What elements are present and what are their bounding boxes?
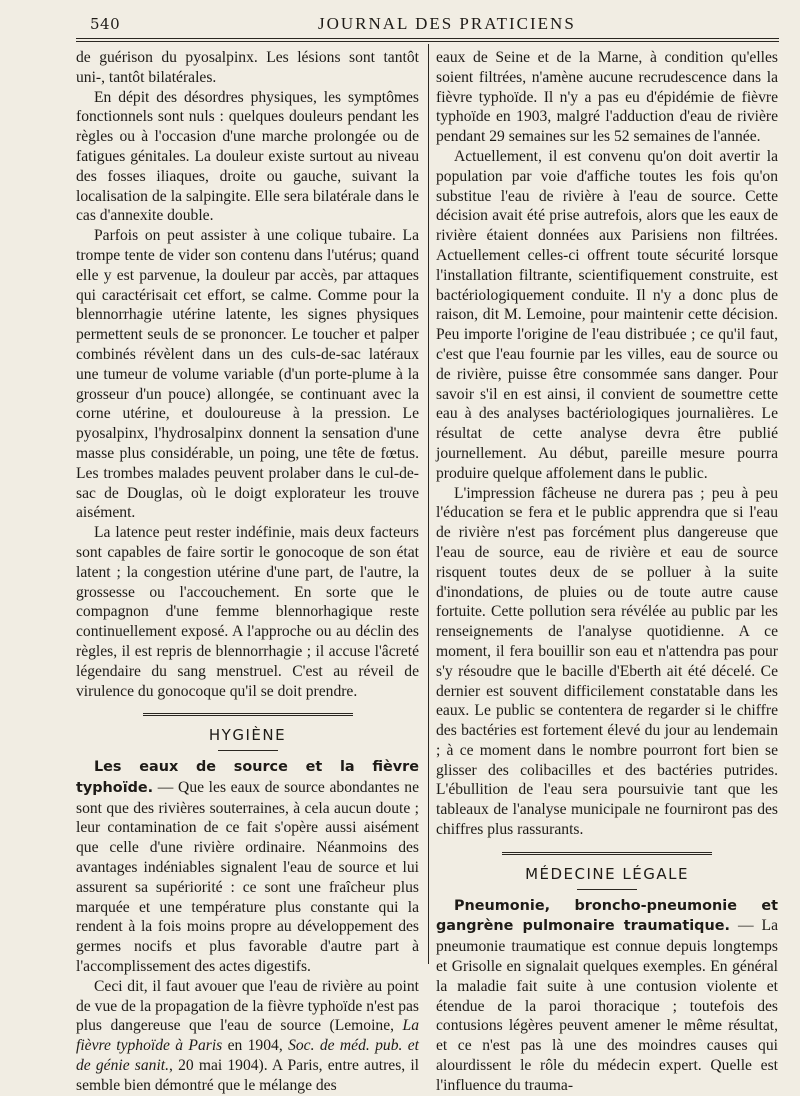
running-head [0,0,800,40]
section-rule [143,713,353,718]
citation-title: La fièvre typhoïde à Paris [76,1017,419,1055]
text-run: en 1904, [222,1037,289,1055]
section-rule [577,889,637,890]
section-rule [502,852,712,857]
left-column [76,48,419,1094]
paragraph: Actuellement, il est convenu qu'on doit avertir la population par voie d'affiche toutes les fois qu'on substitue l'eau de rivière à l'eau de source. Cette décision avait été prise autrefois, alors que les eaux de rivière étaient données aux Parisiens non filtrées. Actuellement celles-ci offrent toute sécurité lorsque l'installation filtrante, scientifiquement construite, est bactériologiquement conduite. Il n'y a donc plus de raison, dit M. Lemoine, pour maintenir cette décision. Peu importe l'origine de l'eau distribuée ; ce qu'il faut, c'est que l'eau fournie par les villes, eau de source ou de rivière, puisse être consommée sans danger. Pour savoir s'il en est ainsi, il convient de soumettre cette eau à des analyses bactériologiques journalières. Le résultat de cette analyse devra être publié journellement. Au début, pareille mesure pourra produire quelque affolement dans le public. [436,147,778,482]
journal-title: JOURNAL DES PRATICIENS [318,14,576,33]
article-paragraph [436,896,778,1096]
header-rule-secondary [76,41,779,42]
article-title: Les eaux de source et la fièvre typhoïde. [76,759,419,796]
section-rule [218,750,278,751]
article-text: — La pneumonie traumatique est connue depuis longtemps et Grisolle en signalait quelques exemples. En général la maladie fait suite à une contusion violente et étendue de la paroi thoracique ; toutefois des contusions légères peuvent amener le même résultat, et ce n'est pas là une des moindres causes qui alourdissent le rôle du médecin expert. Quelle est l'influence du trauma- [436,917,778,1094]
section-title: MÉDECINE LÉGALE [525,864,689,883]
text-run: , 20 mai 1904). A Paris, entre autres, il semble bien démontré que le mélange des [76,1057,419,1094]
column-divider [428,44,429,964]
citation-journal: Soc. de méd. pub. et de génie sanit. [76,1037,419,1075]
section-header-medecine-legale [436,852,778,890]
paragraph: En dépit des désordres physiques, les symptômes fonctionnels sont nuls : quelques douleurs pendant les règles ou à l'occasion d'une marche prolongée ou de fatigues génitales. La douleur existe surtout au niveau des fosses iliaques, droite ou gauche, suivant la localisation de la salpingite. Elle sera bilatérale dans le cas d'annexite double. [76,88,419,225]
paragraph: L'impression fâcheuse ne durera pas ; peu à peu l'éducation se fera et le public apprendra que si l'eau de rivière n'est pas forcément plus dangereuse que l'eau de source, eau de rivière et eau de source risquent toutes deux de se polluer à la suite d'inondations, de pluies ou de toute autre cause fortuite. Cette pollution sera révélée au public par les renseignements de l'analyse quotidienne. A ce moment, il fera bouillir son eau et n'attendra pas pour s'y résoudre que le bacille d'Eberth ait été décelé. Ce dernier est souvent difficilement constatable dans les eaux. Le public se contentera de regarder si le chiffre des bactéries est fortement élevé du jour au lendemain ; à ce moment dans le nombre pourront fort bien se glisser des colibacilles et des bactéries putrides. L'ébullition de l'eau sera poursuivie tant que les tableaux de l'analyse municipale ne fourniront pas des chiffres plus rassurants. [436,484,778,839]
header-rule [76,38,779,39]
paragraph [76,977,419,1096]
text-run: Ceci dit, il faut avouer que l'eau de rivière au point de vue de la propagation de la fièvre typhoïde n'est pas plus dangereuse que l'eau de source (Lemoine, [76,977,419,1035]
paragraph: La latence peut rester indéfinie, mais deux facteurs sont capables de faire sortir le gonocoque de son état latent ; la congestion utérine d'une part, de l'autre, la grossesse ou l'accouchement. En sorte que le compagnon d'une femme blennorhagique reste continuellement exposé. A l'approche ou au déclin des règles, il est repris de blennorrhagie ; il accuse l'âcreté légendaire du sang menstruel. C'est au réveil de virulence du gonocoque qu'il se doit prendre. [76,524,419,700]
article-text: — Que les eaux de source abondantes ne sont que des rivières souterraines, à cela aucun doute ; leur contamination de ce fait s'opère aussi aisément que celle d'une rivière ordinaire. Néanmoins des avantages indéniables signalent l'eau de source et lui assurent sa supériorité : ce sont une fraîcheur plus marquée et une température plus constante qui la rendent à la fois moins propre au développement des germes nocifs et plus favorable d'autre part à l'accomplissement des actes digestifs. [76,778,419,976]
paragraph: Parfois on peut assister à une colique tubaire. La trompe tente de vider son contenu dans l'utérus; quand elle y est parvenue, la douleur par accès, par attaques qui caractérisait cet effort, se calme. Comme pour la blennorrhagie utérine latente, les signes physiques permettent seuls de se prononcer. Le toucher et palper combinés révèlent dans un des culs-de-sac latéraux une tumeur de volume variable (d'un porte-plume à la grosseur d'un pouce) allongée, se continuant avec la corne utérine, et douloureuse à la pression. Le pyosalpinx, l'hydrosalpinx donnent la sensation d'une masse plus considérable, un poing, une tête de fœtus. Les trombes malades peuvent prolaber dans le cul-de-sac de Douglas, où le doigt explorateur les trouve aisément. [76,227,419,522]
page-number: 540 [90,15,121,33]
right-column [436,48,778,1094]
article-paragraph [76,757,419,977]
section-title: HYGIÈNE [208,726,287,745]
paragraph: de guérison du pyosalpinx. Les lésions sont tantôt uni-, tantôt bilatérales. [76,49,419,86]
paragraph: eaux de Seine et de la Marne, à condition qu'elles soient filtrées, n'amène aucune recrudescence dans la fièvre typhoïde. Il n'y a pas eu d'épidémie de fièvre typhoïde en 1903, malgré l'adduction d'eau de rivière pendant 29 semaines sur les 52 semaines de l'année. [436,49,778,146]
article-title: Pneumonie, broncho-pneumonie et gangrène pulmonaire traumatique. [436,897,778,935]
section-header-hygiene [76,713,419,751]
